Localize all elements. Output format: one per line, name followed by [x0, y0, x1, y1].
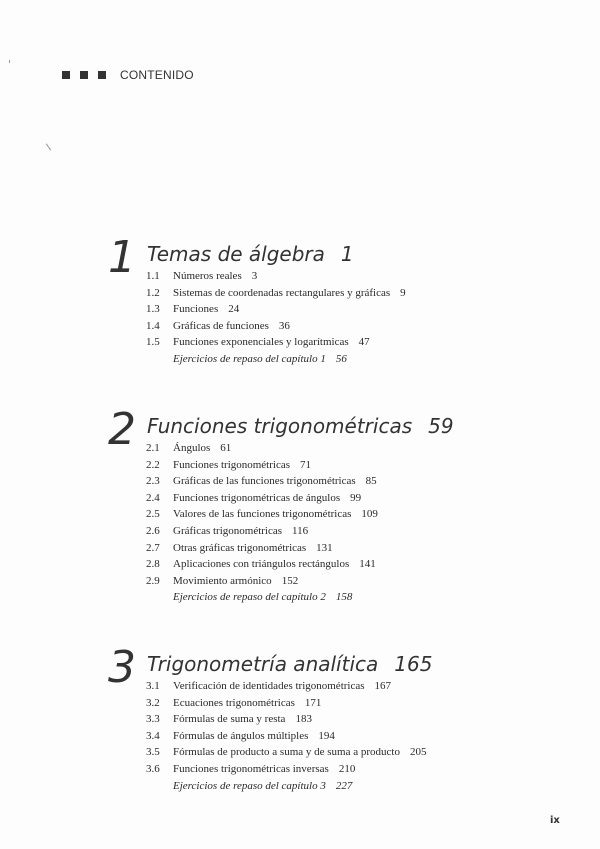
section-page: 47: [358, 336, 370, 349]
page-title: CONTENIDO: [120, 68, 194, 82]
section-number: 3.5: [146, 746, 160, 759]
section-page: 183: [295, 713, 312, 726]
section-number: 2.3: [146, 475, 160, 488]
section-page: 71: [300, 458, 312, 471]
section-page: 24: [228, 303, 240, 316]
section-number: 2.4: [146, 491, 160, 504]
header-square-3: [98, 71, 106, 79]
page-header: [62, 68, 194, 82]
chapter-title-text: Funciones trigonométricas: [147, 414, 413, 438]
toc-entry[interactable]: [146, 744, 426, 761]
toc-entry[interactable]: [146, 540, 378, 557]
chapter-title-text: Temas de álgebra: [147, 242, 325, 266]
toc-entry[interactable]: [146, 334, 406, 351]
section-number: 3.2: [146, 696, 160, 709]
toc-entry[interactable]: [146, 440, 378, 457]
section-title: Valores de las funciones trigonométricas: [173, 508, 352, 521]
toc-entry[interactable]: [146, 728, 426, 745]
section-page: 205: [409, 746, 427, 759]
toc-entry[interactable]: [146, 457, 378, 474]
review-entry[interactable]: [146, 778, 426, 795]
review-title: Ejercicios de repaso del capítulo 1: [173, 352, 326, 365]
toc-entry[interactable]: [146, 556, 378, 573]
section-page: 99: [350, 491, 362, 504]
header-square-1: [62, 71, 70, 79]
toc-entry[interactable]: [146, 490, 378, 507]
toc-entry[interactable]: [146, 711, 426, 728]
toc-entry[interactable]: [146, 285, 406, 302]
section-page: 141: [359, 558, 376, 571]
review-title: Ejercicios de repaso del capítulo 3: [173, 779, 326, 792]
section-number: 2.7: [146, 541, 160, 554]
section-number: 3.1: [146, 680, 160, 692]
review-page: 56: [335, 352, 347, 365]
toc-entry[interactable]: [146, 573, 378, 590]
toc-entry[interactable]: [146, 301, 406, 318]
chapter-page: 59: [428, 414, 454, 438]
review-page: 227: [335, 779, 353, 792]
review-page: 158: [335, 591, 353, 604]
section-page: 167: [374, 680, 392, 692]
section-number: 2.9: [146, 574, 160, 587]
scan-mark: [46, 143, 51, 150]
chapter-page: 165: [394, 652, 433, 676]
section-title: Gráficas de funciones: [173, 319, 269, 332]
section-number: 1.3: [146, 303, 160, 316]
section-page: 109: [361, 508, 378, 521]
section-list: [146, 440, 378, 606]
section-title: Funciones trigonométricas: [173, 458, 291, 471]
toc-entry[interactable]: [146, 761, 426, 778]
page-number: ix: [550, 815, 560, 826]
toc-entry[interactable]: [146, 268, 406, 285]
chapter-title[interactable]: [147, 242, 354, 266]
chapter-number: 2: [108, 404, 136, 455]
section-number: 1.5: [146, 336, 160, 349]
section-title: Aplicaciones con triángulos rectángulos: [173, 558, 350, 571]
section-title: Movimiento armónico: [173, 574, 272, 587]
section-page: 171: [304, 696, 322, 709]
chapter-number: 1: [108, 232, 136, 283]
chapter-title-text: Trigonometría analítica: [147, 652, 379, 676]
header-square-2: [80, 71, 88, 79]
section-page: 152: [281, 574, 299, 587]
toc-entry[interactable]: [146, 318, 406, 335]
toc-entry[interactable]: [146, 473, 378, 490]
section-title: Números reales: [173, 270, 242, 282]
section-list: [146, 678, 426, 794]
review-title: Ejercicios de repaso del capítulo 2: [173, 591, 326, 604]
section-page: 210: [338, 762, 356, 775]
scan-mark: [9, 60, 10, 63]
chapter-title[interactable]: [147, 652, 432, 676]
section-title: Verificación de identidades trigonométricas: [173, 680, 365, 692]
section-title: Ecuaciones trigonométricas: [173, 696, 295, 709]
section-title: Otras gráficas trigonométricas: [173, 541, 307, 554]
section-page: 3: [251, 270, 258, 282]
section-number: 1.2: [146, 286, 160, 299]
section-page: 61: [220, 442, 232, 454]
section-title: Funciones trigonométricas inversas: [173, 762, 329, 775]
section-title: Fórmulas de producto a suma y de suma a producto: [173, 746, 400, 759]
section-page: 116: [292, 524, 309, 537]
section-page: 9: [400, 286, 406, 299]
review-entry[interactable]: [146, 589, 378, 606]
section-title: Fórmulas de ángulos múltiples: [173, 729, 309, 742]
section-number: 3.6: [146, 762, 160, 775]
section-number: 1.1: [146, 270, 160, 282]
toc-entry[interactable]: [146, 678, 426, 695]
section-title: Fórmulas de suma y resta: [173, 713, 286, 726]
section-number: 1.4: [146, 319, 160, 332]
toc-entry[interactable]: [146, 695, 426, 712]
section-title: Funciones trigonométricas de ángulos: [173, 491, 341, 504]
section-title: Gráficas trigonométricas: [173, 524, 283, 537]
section-number: 2.2: [146, 458, 160, 471]
section-page: 36: [278, 319, 290, 332]
section-number: 2.5: [146, 508, 160, 521]
section-number: 2.6: [146, 524, 160, 537]
section-title: Ángulos: [173, 442, 211, 454]
review-entry[interactable]: [146, 351, 406, 368]
chapter-number: 3: [108, 642, 136, 693]
section-title: Gráficas de las funciones trigonométricas: [173, 475, 356, 488]
toc-entry[interactable]: [146, 506, 378, 523]
section-title: Sistemas de coordenadas rectangulares y gráficas: [173, 286, 391, 299]
section-number: 3.3: [146, 713, 160, 726]
section-number: 2.1: [146, 442, 160, 454]
section-list: [146, 268, 406, 368]
section-title: Funciones exponenciales y logarítmicas: [173, 336, 349, 349]
chapter-page: 1: [340, 242, 354, 266]
toc-entry[interactable]: [146, 523, 378, 540]
section-page: 194: [318, 729, 335, 742]
section-title: Funciones: [173, 303, 219, 316]
section-page: 131: [316, 541, 333, 554]
chapter-title[interactable]: [147, 414, 454, 438]
section-number: 3.4: [146, 729, 160, 742]
section-number: 2.8: [146, 558, 160, 571]
section-page: 85: [365, 475, 377, 488]
